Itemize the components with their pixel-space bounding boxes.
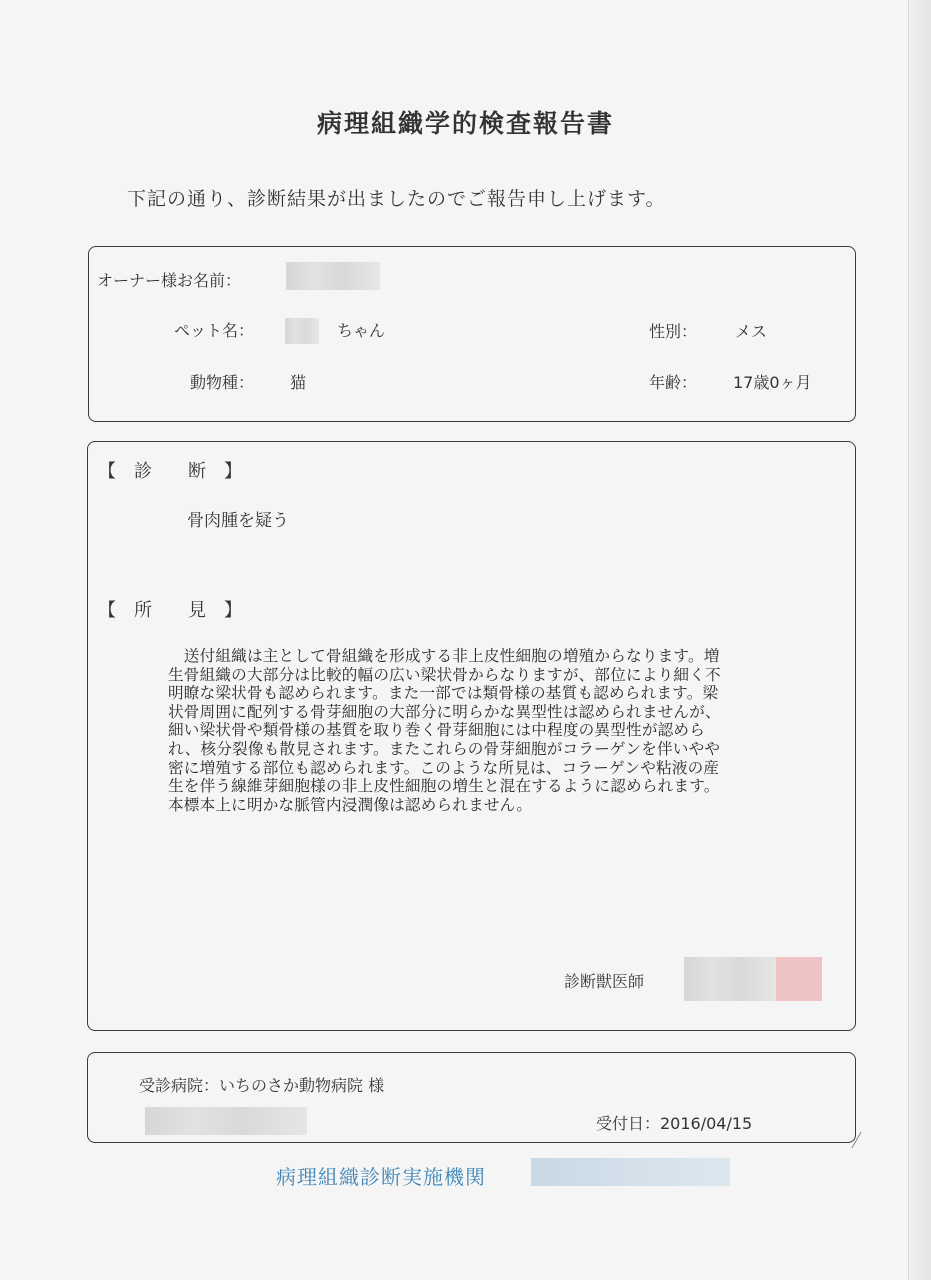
owner-name-redacted xyxy=(286,262,380,290)
intro-text: 下記の通り、診断結果が出ましたのでご報告申し上げます。 xyxy=(127,188,666,210)
pet-name-redacted xyxy=(285,318,319,344)
findings-text: 送付組織は主として骨組織を形成する非上皮性細胞の増殖からなります。増 生骨組織の大部分は比較的幅の広い梁状骨からなりますが、部位により細く不 明瞭な梁状骨も認められます。また一部では類骨様の基質も認められます。梁 状骨周囲に配列する骨芽細胞の大部分に明らかな異型性は認められませんが、 細い梁状骨や類骨様の基質を取り巻く骨芽細胞には中程度の異型性が認めら れ、核分裂像も散見されます。またこれらの骨芽細胞がコラーゲンを伴いやや 密に増殖する部位も認められます。このような所見は、コラーゲンや粘液の産 生を伴う線維芽細胞様の非上皮性細胞の増生と混在するように認められます。 本標本上に明かな脈管内浸潤像は認められません。 xyxy=(168,647,721,814)
pet-name-label: ペット名： xyxy=(174,321,255,340)
findings-heading: 【 所 見 】 xyxy=(98,600,242,621)
age-value: 17歳0ヶ月 xyxy=(733,373,812,392)
pet-name-suffix: ちゃん xyxy=(337,321,386,340)
sex-value: メス xyxy=(735,322,768,341)
footer-org-label: 病理組織診断実施機関 xyxy=(276,1165,486,1189)
diagnosis-heading: 【 診 断 】 xyxy=(98,461,242,482)
page-edge xyxy=(908,0,931,1280)
age-label: 年齢： xyxy=(649,373,698,392)
footer-org-redacted xyxy=(531,1158,730,1186)
diagnosis-text: 骨肉腫を疑う xyxy=(187,511,289,531)
page-title: 病理組織学的検査報告書 xyxy=(316,109,614,138)
clinic-address-redacted xyxy=(145,1107,307,1135)
vet-seal xyxy=(776,957,822,1001)
species-label: 動物種： xyxy=(190,373,255,392)
species-value: 猫 xyxy=(290,373,307,392)
owner-name-label: オーナー様お名前： xyxy=(97,271,242,290)
sex-label: 性別： xyxy=(649,322,698,341)
clinic-label: 受診病院：いちのさか動物病院 様 xyxy=(139,1076,385,1095)
vet-label: 診断獣医師 xyxy=(564,972,645,991)
received-date: 受付日：2016/04/15 xyxy=(596,1114,753,1133)
vet-name-redacted xyxy=(684,957,776,1001)
